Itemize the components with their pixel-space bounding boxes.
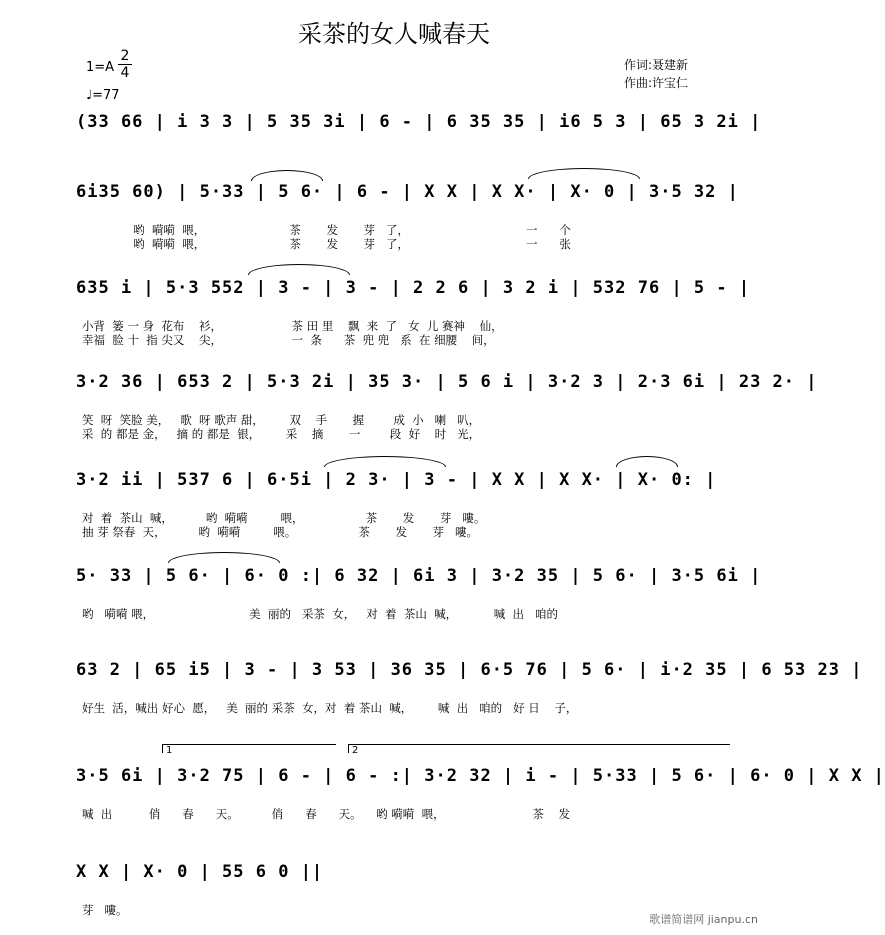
lyric-line-1: 笑 呀 笑脸 美， 歌 呀 歌声 甜， 双 手 握 成 小 喇 叭， [82,413,481,427]
tie [168,552,280,563]
lyric-line-1: 喊 出 俏 春 天。 俏 春 天。 哟 嗬嗬 喂， 茶 发 [82,807,570,821]
lyric-line-1: 哟 嗬嗬 喂， 茶 发 芽 了， 一 个 [82,223,571,237]
lyric-line-1: 好生 活，喊出 好心 愿， 美 丽的 采茶 女，对 着 茶山 喊， 喊 出 咱的 好 日 子， [82,701,578,715]
notes-line: (33 66 | i 3 3 | 5 35 3i | 6 - | 6 35 35 | i6 5 3 | 65 3 2i | [76,112,762,132]
lyric-line-2: 幸福 脸 十 指 尖又 尖， 一 条 茶 兜 兜 系 在 细腰 间， [82,333,495,347]
tie [248,264,350,275]
notes-line: 635 i | 5·3 552 | 3 - | 3 - | 2 2 6 | 3 2 i | 532 76 | 5 - | [76,278,751,298]
credits [624,56,688,92]
volta-2: 2 [348,744,730,753]
notes-line: 63 2 | 65 i5 | 3 - | 3 53 | 36 35 | 6·5 76 | 5 6· | i·2 35 | 6 53 23 | [76,660,863,680]
lyricist: 作词:聂建新 [624,58,689,72]
notes-line: 6i35 60) | 5·33 | 5 6· | 6 - | X X | X X· | X· 0 | 3·5 32 | [76,182,739,202]
volta-1: 1 [162,744,336,753]
lyric-line-2: 采 的 都是 金， 摘 的 都是 银， 采 摘 一 段 好 时 光， [82,427,481,441]
notes-line: 3·2 ii | 537 6 | 6·5i | 2 3· | 3 - | X X | X X· | X· 0: | [76,470,717,490]
tempo-marking: ♩=77 [86,88,120,103]
lyric-line-1: 芽 嘍。 [82,903,128,917]
tie [616,456,678,467]
key-signature: 1=A [86,60,115,75]
tie [528,168,640,179]
watermark: 歌谱简谱网 jianpu.cn [649,913,758,926]
notes-line: X X | X· 0 | 55 6 0 || [76,862,324,882]
tie [324,456,446,467]
tie [251,170,323,181]
lyric-line-1: 对 着 茶山 喊， 哟 嗬嗬 喂， 茶 发 芽 嘍。 [82,511,486,525]
lyric-line-1: 小背 篓 一 身 花布 衫， 茶 田 里 飘 来 了 女 儿 赛神 仙， [82,319,503,333]
lyric-line-1: 哟 嗬嗬 喂， 美 丽的 采茶 女， 对 着 茶山 喊， 喊 出 咱的 [82,607,558,621]
lyric-line-2: 哟 嗬嗬 喂， 茶 发 芽 了， 一 张 [82,237,571,251]
composer: 作曲:许宝仁 [624,76,689,90]
notes-line: 5· 33 | 5 6· | 6· 0 :| 6 32 | 6i 3 | 3·2 35 | 5 6· | 3·5 6i | [76,566,762,586]
time-signature-top: 2 [120,48,130,64]
lyric-line-2: 抽 芽 祭春 天， 哟 嗬嗬 喂。 茶 发 芽 嘍。 [82,525,479,539]
notes-line: 3·5 6i | 3·2 75 | 6 - | 6 - :| 3·2 32 | i - | 5·33 | 5 6· | 6· 0 | X X | [76,766,885,786]
time-signature-bottom: 4 [120,65,130,81]
notes-line: 3·2 36 | 653 2 | 5·3 2i | 35 3· | 5 6 i | 3·2 3 | 2·3 6i | 23 2· | [76,372,818,392]
page-title: 采茶的女人喊春天 [298,20,490,48]
time-signature [118,48,132,81]
